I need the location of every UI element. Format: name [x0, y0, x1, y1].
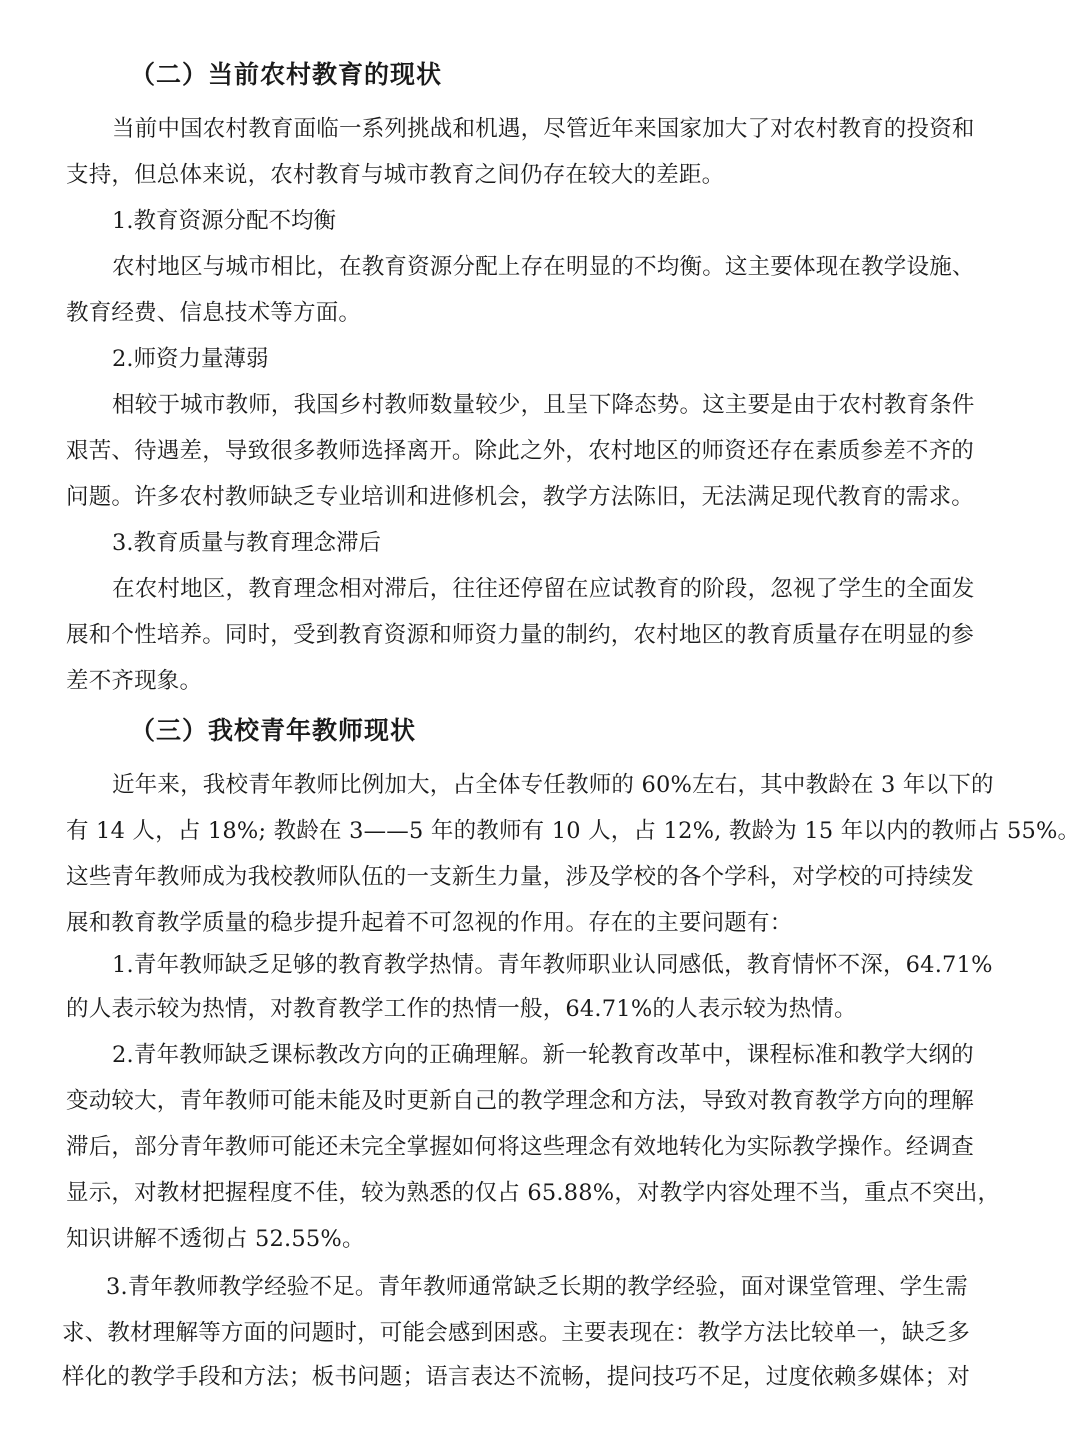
- subheading-resource-allocation: 1.教育资源分配不均衡: [112, 208, 336, 234]
- paragraph-line: 支持，但总体来说，农村教育与城市教育之间仍存在较大的差距。: [66, 162, 725, 188]
- paragraph-line: 差不齐现象。: [66, 668, 203, 694]
- paragraph-line: 问题。许多农村教师缺乏专业培训和进修机会，教学方法陈旧，无法满足现代教育的需求。: [66, 484, 975, 510]
- paragraph-line: 教育经费、信息技术等方面。: [66, 300, 362, 326]
- paragraph-line: 当前中国农村教育面临一系列挑战和机遇，尽管近年来国家加大了对农村教育的投资和: [112, 116, 975, 142]
- paragraph-line: 的人表示较为热情，对教育教学工作的热情一般，64.71%的人表示较为热情。: [66, 996, 857, 1022]
- paragraph-line: 近年来，我校青年教师比例加大，占全体专任教师的 60%左右，其中教龄在 3 年以下的: [112, 772, 994, 798]
- paragraph-line: 知识讲解不透彻占 52.55%。: [66, 1226, 365, 1252]
- paragraph-line: 3.青年教师教学经验不足。青年教师通常缺乏长期的教学经验，面对课堂管理、学生需: [106, 1274, 968, 1300]
- paragraph-line: 这些青年教师成为我校教师队伍的一支新生力量，涉及学校的各个学科，对学校的可持续发: [66, 864, 975, 890]
- paragraph-line: 在农村地区，教育理念相对滞后，往往还停留在应试教育的阶段，忽视了学生的全面发: [112, 576, 975, 602]
- section-heading-current-status: （二）当前农村教育的现状: [130, 60, 443, 89]
- subheading-teaching-staff: 2.师资力量薄弱: [112, 346, 269, 372]
- paragraph-line: 2.青年教师缺乏课标教改方向的正确理解。新一轮教育改革中，课程标准和教学大纲的: [112, 1042, 974, 1068]
- paragraph-line: 样化的教学手段和方法；板书问题；语言表达不流畅，提问技巧不足，过度依赖多媒体；对: [62, 1364, 971, 1390]
- paragraph-line: 变动较大，青年教师可能未能及时更新自己的教学理念和方法，导致对教育教学方向的理解: [66, 1088, 975, 1114]
- paragraph-line: 相较于城市教师，我国乡村教师数量较少，且呈下降态势。这主要是由于农村教育条件: [112, 392, 975, 418]
- paragraph-line: 1.青年教师缺乏足够的教育教学热情。青年教师职业认同感低，教育情怀不深，64.71%: [112, 952, 993, 978]
- section-heading-young-teachers: （三）我校青年教师现状: [130, 716, 417, 745]
- paragraph-line: 显示，对教材把握程度不佳，较为熟悉的仅占 65.88%，对教学内容处理不当，重点不突出，: [66, 1180, 1001, 1206]
- paragraph-line: 有 14 人，占 18%; 教龄在 3——5 年的教师有 10 人，占 12%, 教龄为 15 年以内的教师占 55%。: [66, 818, 1080, 844]
- paragraph-line: 求、教材理解等方面的问题时，可能会感到困惑。主要表现在：教学方法比较单一，缺乏多: [62, 1320, 971, 1346]
- paragraph-line: 滞后，部分青年教师可能还未完全掌握如何将这些理念有效地转化为实际教学操作。经调查: [66, 1134, 975, 1160]
- subheading-education-quality: 3.教育质量与教育理念滞后: [112, 530, 381, 556]
- paragraph-line: 展和教育教学质量的稳步提升起着不可忽视的作用。存在的主要问题有：: [66, 910, 793, 936]
- paragraph-line: 农村地区与城市相比，在教育资源分配上存在明显的不均衡。这主要体现在教学设施、: [112, 254, 975, 280]
- paragraph-line: 艰苦、待遇差，导致很多教师选择离开。除此之外，农村地区的师资还存在素质参差不齐的: [66, 438, 975, 464]
- paragraph-line: 展和个性培养。同时，受到教育资源和师资力量的制约，农村地区的教育质量存在明显的参: [66, 622, 975, 648]
